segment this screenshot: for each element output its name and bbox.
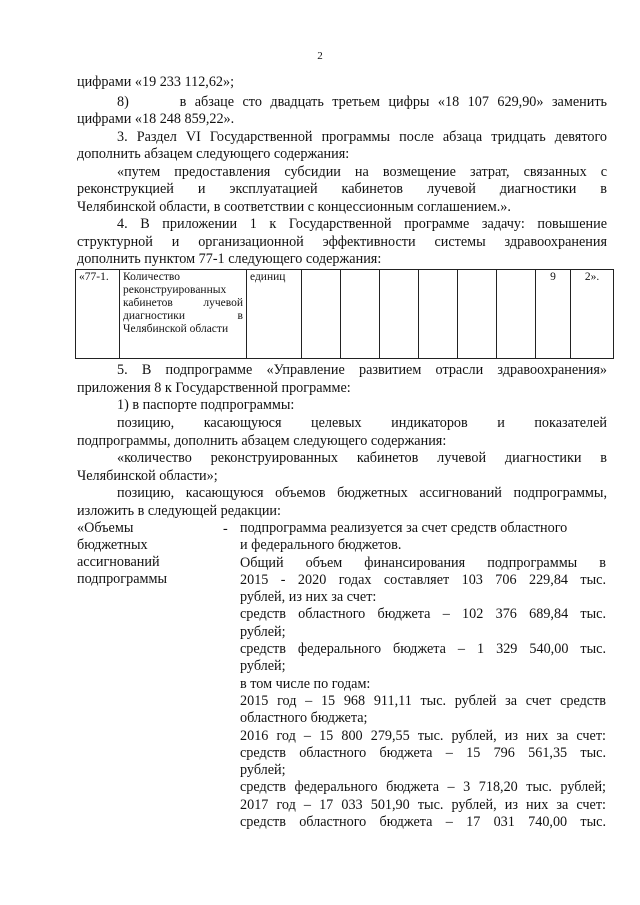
passport-text: рублей;: [240, 762, 286, 779]
text-line: подпрограммы, дополнить абзацем следующего содержания:: [77, 433, 447, 449]
text-line: дополнить абзацем следующего содержания:: [77, 146, 350, 162]
passport-text: Общий объем финансирования подпрограммы в: [240, 554, 606, 571]
text-line: «количество реконструированных кабинетов лучевой диагностики в: [117, 450, 607, 466]
text-line: дополнить пунктом 77-1 следующего содержания:: [77, 251, 382, 267]
passport-text: средств областного бюджета – 15 796 561,35 тыс.: [240, 744, 606, 761]
passport-left-column: [77, 520, 227, 588]
text-line: реконструкцией и эксплуатацией кабинетов лучевой диагностики в: [77, 181, 607, 197]
table-cell-number: «77-1.: [76, 270, 120, 359]
table-cell-empty: [341, 270, 380, 359]
table-cell-value: 2».: [571, 270, 614, 359]
text-line: 4. В приложении 1 к Государственной программе задачу: повышение: [117, 216, 607, 232]
text-line: структурной и организационной эффективности системы здравоохранения: [77, 234, 607, 250]
passport-label: «Объемы: [77, 520, 134, 536]
passport-text: и федерального бюджетов.: [240, 537, 402, 554]
passport-text: в том числе по годам:: [240, 675, 371, 692]
passport-label: подпрограммы: [77, 571, 167, 587]
table-cell-empty: [302, 270, 341, 359]
passport-text: подпрограмма реализуется за счет средств областного: [240, 520, 568, 536]
text-line: изложить в следующей редакции:: [77, 503, 281, 519]
table-cell-empty: [497, 270, 536, 359]
text-line: позицию, касающуюся объемов бюджетных ассигнований подпрограммы,: [117, 485, 607, 501]
table-cell-unit: единиц: [247, 270, 302, 359]
text-line: Челябинской области, в соответствии с концессионным соглашением.».: [77, 199, 511, 215]
passport-dash: -: [223, 521, 228, 537]
passport-text: 2016 год – 15 800 279,55 тыс. рублей, из них за счет:: [240, 727, 606, 744]
passport-text: средств федерального бюджета – 1 329 540,00 тыс.: [240, 641, 606, 658]
text-line: приложения 8 к Государственной программе:: [77, 380, 351, 396]
text-line: 5. В подпрограмме «Управление развитием отрасли здравоохранения»: [117, 362, 607, 378]
text-line: позицию, касающуюся целевых индикаторов и показателей: [117, 415, 607, 431]
passport-text: 2015 год – 15 968 911,11 тыс. рублей за счет средств: [240, 692, 606, 709]
passport-text: рублей;: [240, 658, 286, 675]
table-cell-indicator: Количество реконструированных кабинетов лучевой диагностики в Челябинской области: [120, 270, 247, 359]
passport-label: бюджетных: [77, 537, 148, 553]
table-cell-empty: [458, 270, 497, 359]
table-row: [76, 270, 614, 359]
text-line: Челябинской области»;: [77, 468, 218, 484]
text-line: цифрами «18 248 859,22».: [77, 111, 235, 127]
table-cell-value: 9: [536, 270, 571, 359]
page-number: 2: [317, 50, 323, 62]
passport-text: средств областного бюджета – 17 031 740,00 тыс.: [240, 814, 606, 831]
passport-right-column: [240, 520, 606, 831]
passport-text: рублей, из них за счет:: [240, 589, 377, 606]
text-line: цифрами «19 233 112,62»;: [77, 74, 235, 90]
indicator-table: [75, 269, 614, 359]
passport-text: рублей;: [240, 623, 286, 640]
table-cell-empty: [380, 270, 419, 359]
passport-text: средств федерального бюджета – 3 718,20 тыс. рублей;: [240, 779, 606, 796]
text-line: 8) в абзаце сто двадцать третьем цифры «18 107 629,90» заменить: [117, 94, 607, 110]
passport-text: средств областного бюджета – 102 376 689,84 тыс.: [240, 606, 606, 623]
passport-label: ассигнований: [77, 554, 160, 570]
passport-text: 2015 - 2020 годах составляет 103 706 229,84 тыс.: [240, 571, 606, 588]
text-line: 3. Раздел VI Государственной программы после абзаца тридцать девятого: [117, 129, 607, 145]
passport-text: областного бюджета;: [240, 710, 368, 727]
text-line: 1) в паспорте подпрограммы:: [117, 397, 295, 413]
table-cell-empty: [419, 270, 458, 359]
text-line: «путем предоставления субсидии на возмещение затрат, связанных с: [117, 164, 607, 180]
passport-text: 2017 год – 17 033 501,90 тыс. рублей, из них за счет:: [240, 796, 606, 813]
